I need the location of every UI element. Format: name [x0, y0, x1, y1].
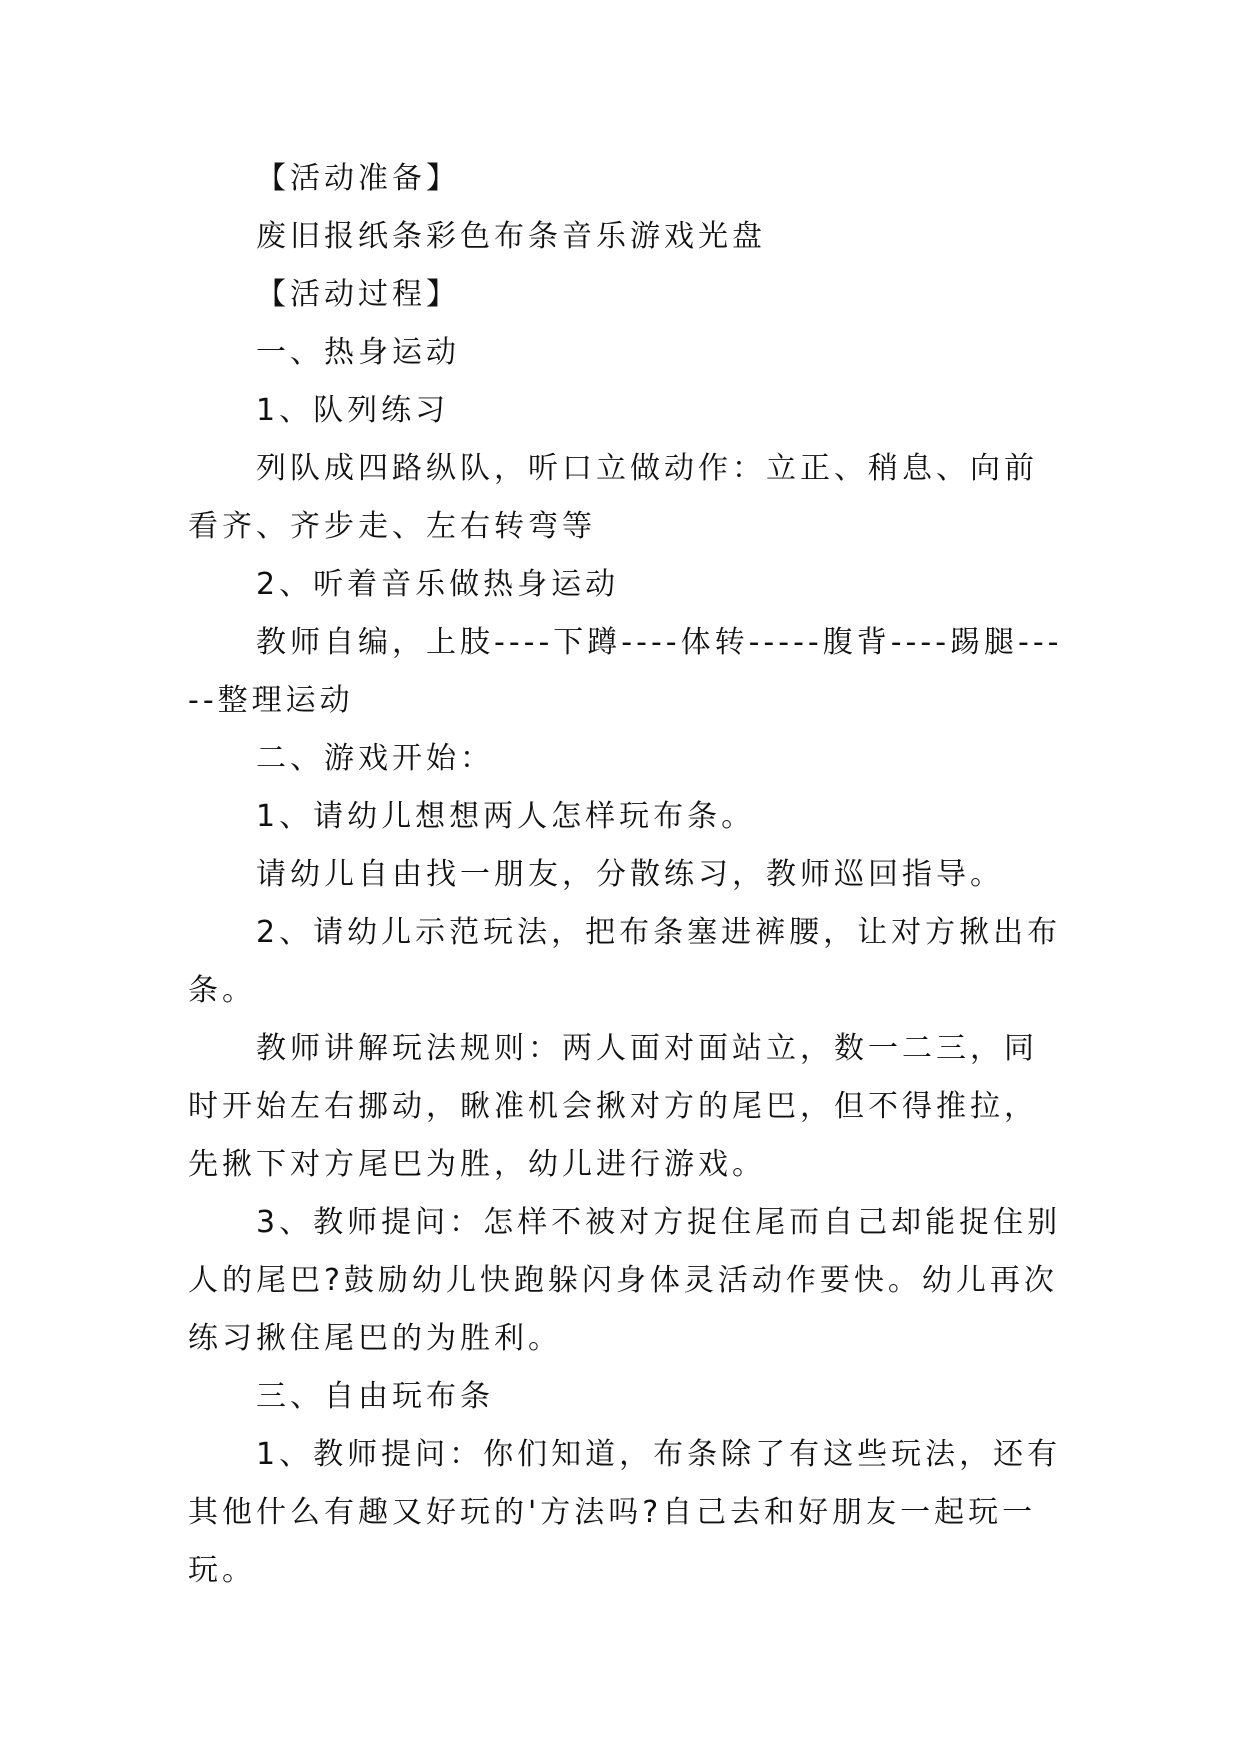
step-heading-warmup: 一、热身运动: [256, 335, 460, 370]
section-heading-process: 【活动过程】: [256, 277, 460, 312]
paragraph-teacher-question: 3、教师提问：怎样不被对方捉住尾而自己却能捉住别人的尾巴?鼓励幼儿快跑躲闪身体灵活动作要快。幼儿再次练习揪住尾巴的为胜利。: [188, 1205, 1062, 1356]
step-heading-free-play: 三、自由玩布条: [256, 1379, 494, 1414]
document-body: [188, 150, 1068, 1600]
step-heading-game: 二、游戏开始：: [256, 741, 494, 776]
paragraph-free-practice: 请幼儿自由找一朋友，分散练习，教师巡回指导。: [256, 857, 1004, 892]
substep-heading-music-warmup: 2、听着音乐做热身运动: [256, 567, 620, 602]
materials-list: 废旧报纸条彩色布条音乐游戏光盘: [256, 219, 766, 254]
paragraph-rules: 教师讲解玩法规则：两人面对面站立，数一二三，同时开始左右挪动，瞅准机会揪对方的尾巴，但不得推拉，先揪下对方尾巴为胜，幼儿进行游戏。: [188, 1031, 1038, 1182]
section-heading-preparation: 【活动准备】: [256, 161, 460, 196]
paragraph-drill: 列队成四路纵队，听口立做动作：立正、稍息、向前看齐、齐步走、左右转弯等: [188, 451, 1038, 544]
substep-heading-drill: 1、队列练习: [256, 393, 450, 428]
substep-heading-think: 1、请幼儿想想两人怎样玩布条。: [256, 799, 756, 834]
paragraph-demonstration: 2、请幼儿示范玩法，把布条塞进裤腰，让对方揪出布条。: [188, 915, 1062, 1008]
paragraph-warmup-sequence: 教师自编，上肢----下蹲----体转-----腹背----踢腿-----整理运动: [188, 625, 1063, 718]
paragraph-free-play: 1、教师提问：你们知道，布条除了有这些玩法，还有其他什么有趣又好玩的'方法吗?自己去和好朋友一起玩一玩。: [188, 1437, 1062, 1588]
